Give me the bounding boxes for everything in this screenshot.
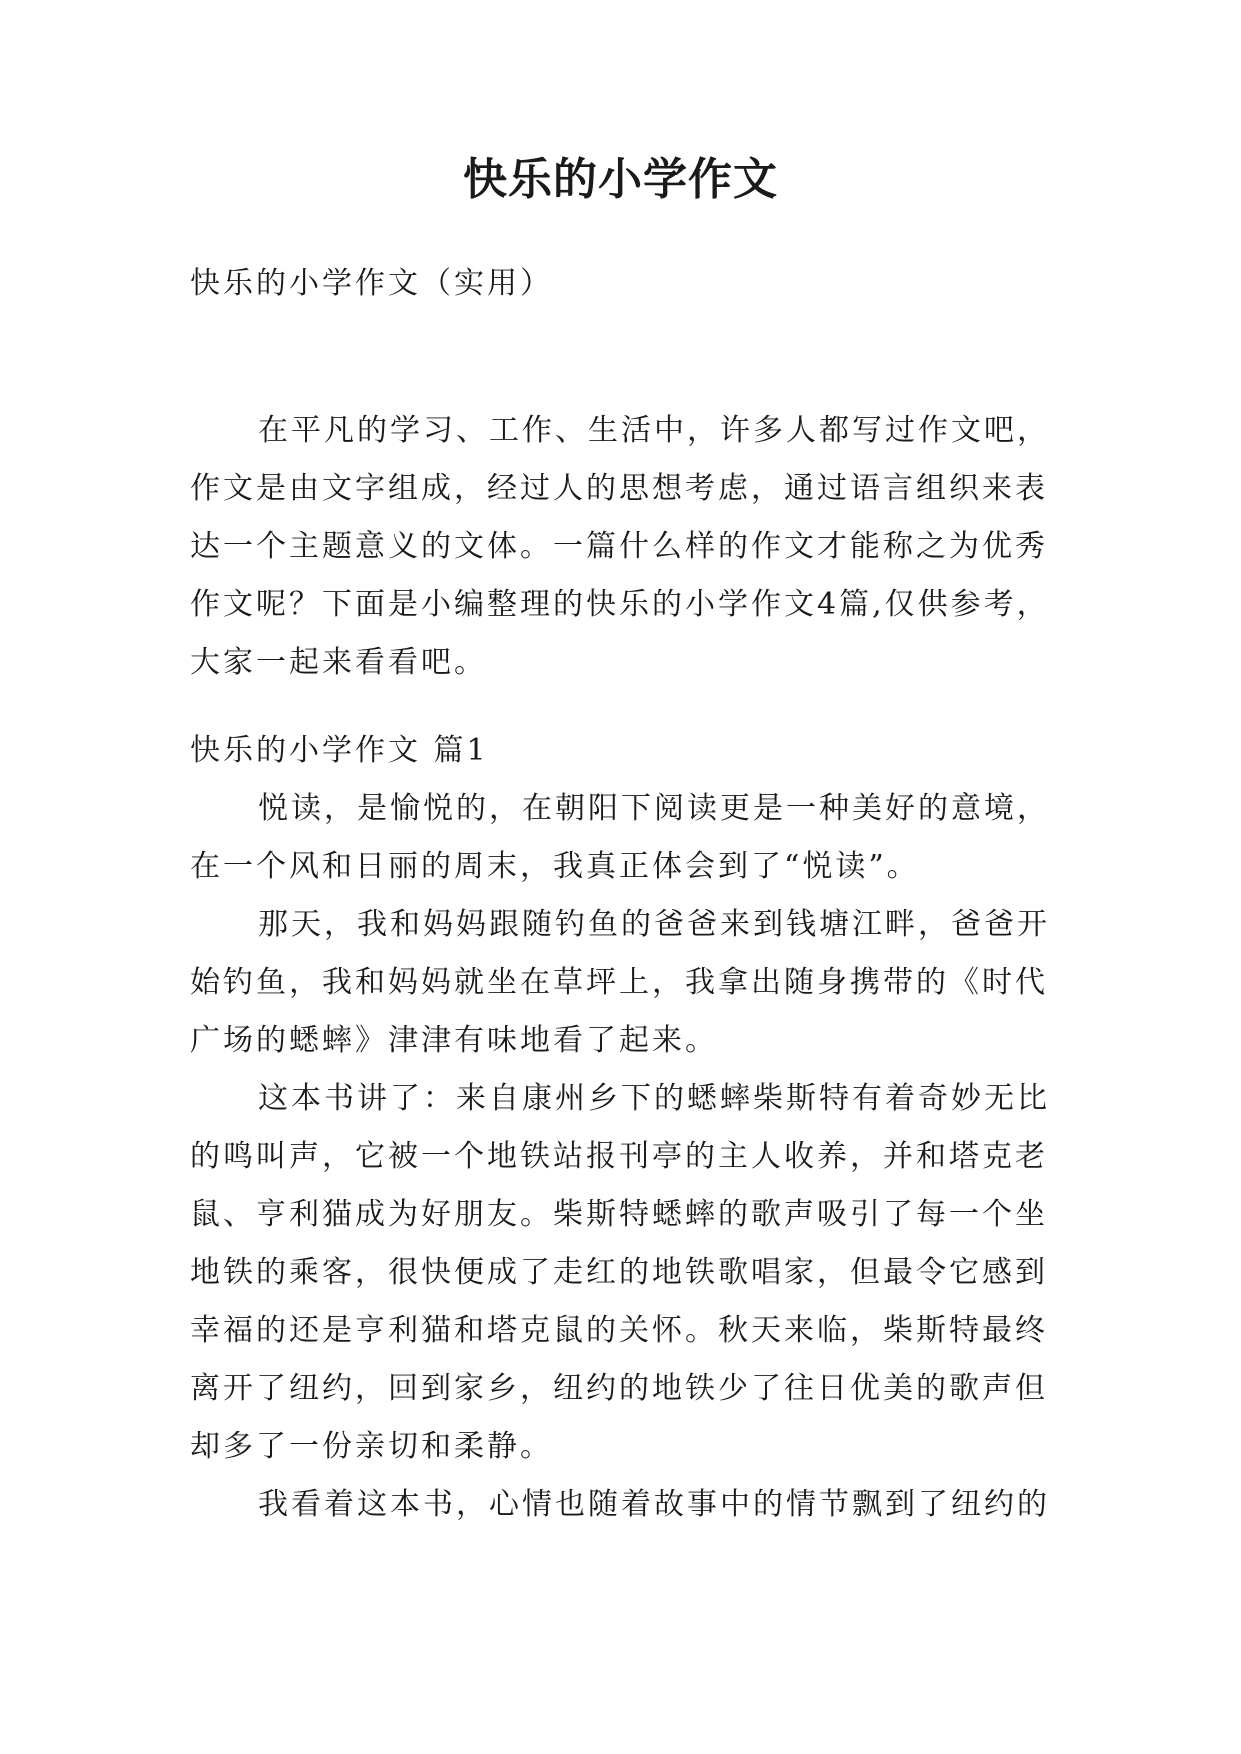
body-paragraph: 悦读，是愉悦的，在朝阳下阅读更是一种美好的意境，在一个风和日丽的周末，我真正体会到了“悦读”。 <box>190 791 1050 884</box>
intro-paragraph: 在平凡的学习、工作、生活中，许多人都写过作文吧，作文是由文字组成，经过人的思想考虑，通过语言组织来表达一个主题意义的文体。一篇什么样的作文才能称之为优秀作文呢？下面是小编整理的快乐的小学作文4篇,仅供参考，大家一起来看看吧。 <box>190 413 1050 680</box>
section-heading: 快乐的小学作文 篇1 <box>190 733 489 768</box>
body-paragraph: 我看着这本书，心情也随着故事中的情节飘到了纽约的 <box>258 1487 1050 1522</box>
document-title: 快乐的小学作文 <box>463 154 778 205</box>
body-paragraph: 这本书讲了：来自康州乡下的蟋蟀柴斯特有着奇妙无比的鸣叫声，它被一个地铁站报刊亭的主人收养，并和塔克老鼠、亨利猫成为好朋友。柴斯特蟋蟀的歌声吸引了每一个坐地铁的乘客，很快便成了走红的地铁歌唱家，但最令它感到幸福的还是亨利猫和塔克鼠的关怀。秋天来临，柴斯特最终离开了纽约，回到家乡，纽约的地铁少了往日优美的歌声但却多了一份亲切和柔静。 <box>190 1081 1050 1464</box>
body-paragraph: 那天，我和妈妈跟随钓鱼的爸爸来到钱塘江畔，爸爸开始钓鱼，我和妈妈就坐在草坪上，我拿出随身携带的《时代广场的蟋蟀》津津有味地看了起来。 <box>190 907 1050 1058</box>
document-subtitle: 快乐的小学作文（实用） <box>190 266 553 301</box>
